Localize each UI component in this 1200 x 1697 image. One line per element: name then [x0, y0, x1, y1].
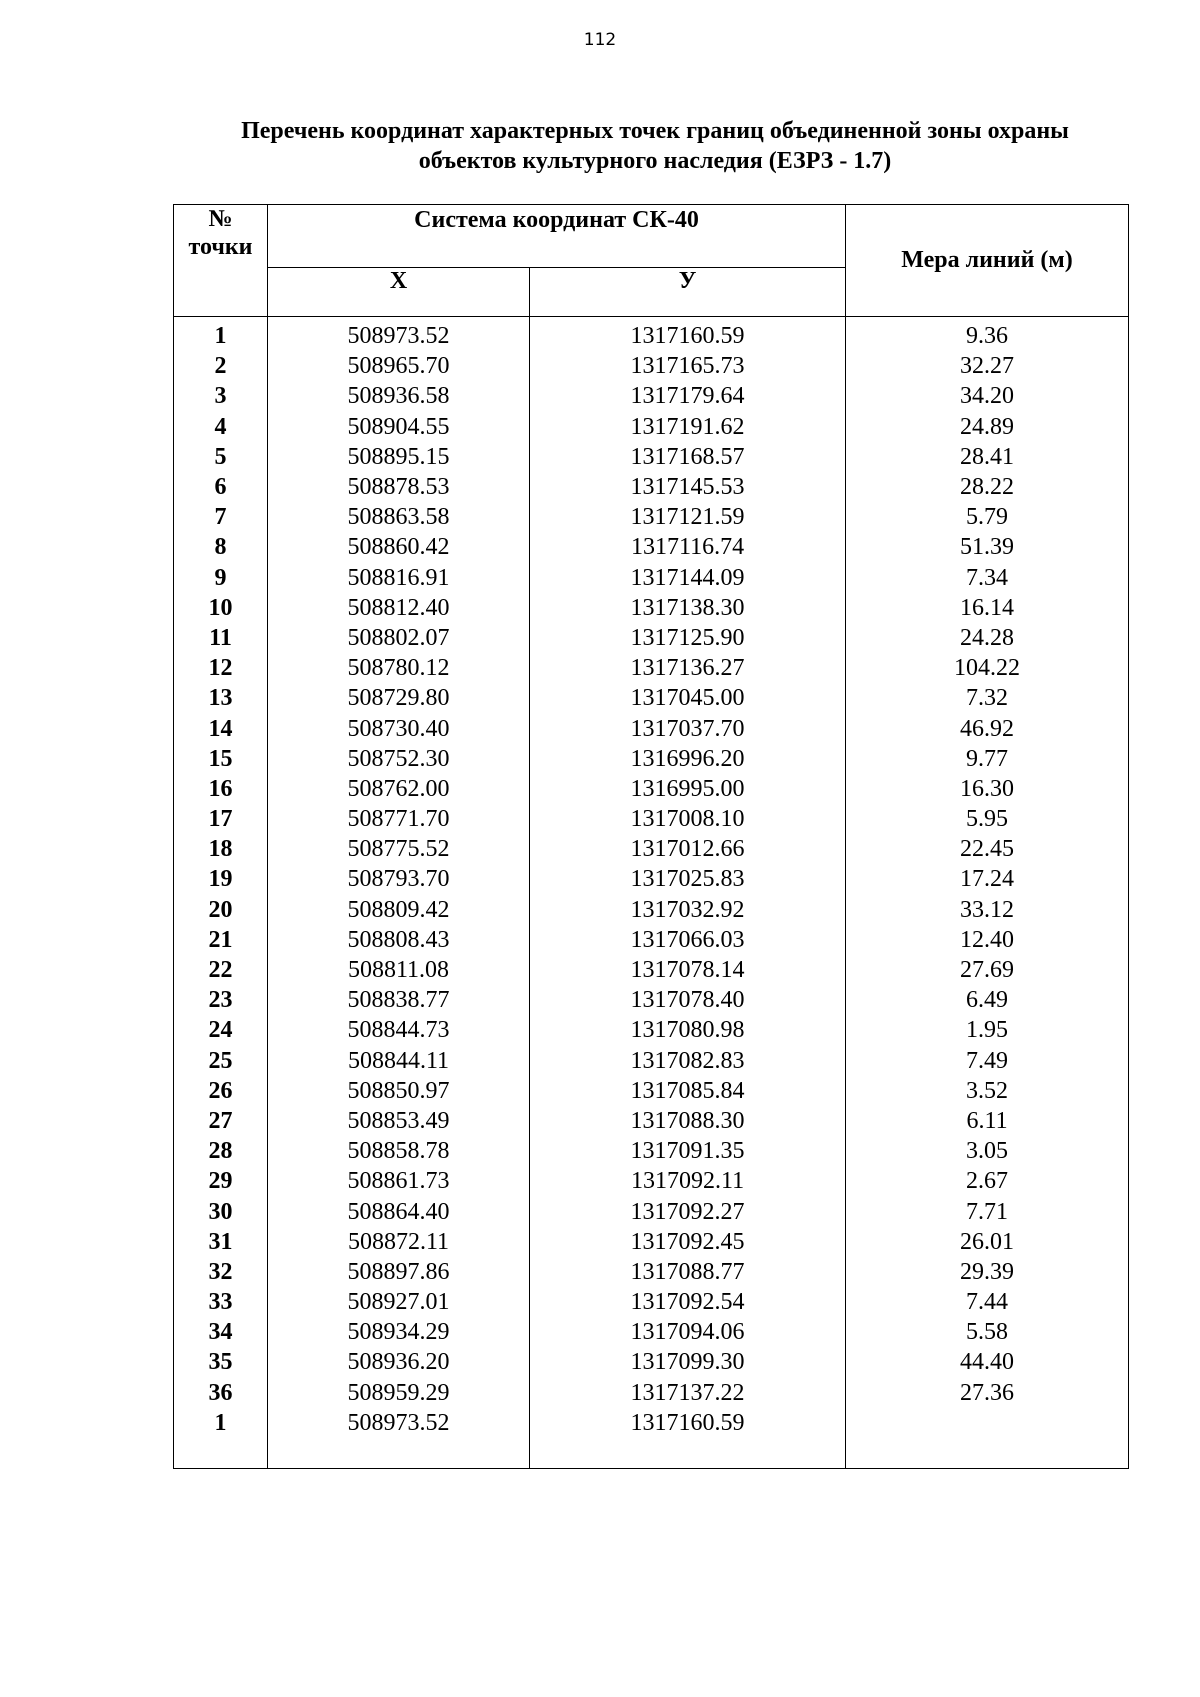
line-length-cell: 33.12	[846, 895, 1129, 925]
column-header-coordinate-system: Система координат СК-40	[268, 205, 846, 268]
y-coordinate-cell: 1317125.90	[530, 623, 846, 653]
x-coordinate-cell: 508860.42	[268, 532, 530, 562]
table-row	[174, 351, 1129, 381]
point-number-cell: 19	[174, 864, 268, 894]
y-coordinate-cell: 1317037.70	[530, 713, 846, 743]
point-number-cell: 1	[174, 317, 268, 352]
y-coordinate-cell: 1317091.35	[530, 1136, 846, 1166]
x-coordinate-cell: 508973.52	[268, 1408, 530, 1438]
line-length-cell: 24.28	[846, 623, 1129, 653]
point-number-cell: 24	[174, 1015, 268, 1045]
y-coordinate-cell: 1317137.22	[530, 1378, 846, 1408]
point-number-cell: 26	[174, 1076, 268, 1106]
line-length-cell: 29.39	[846, 1257, 1129, 1287]
x-coordinate-cell: 508973.52	[268, 317, 530, 352]
y-coordinate-cell: 1317179.64	[530, 381, 846, 411]
table-row	[174, 713, 1129, 743]
x-coordinate-cell: 508809.42	[268, 895, 530, 925]
y-coordinate-cell: 1317160.59	[530, 317, 846, 352]
x-coordinate-cell: 508793.70	[268, 864, 530, 894]
line-length-cell: 27.36	[846, 1378, 1129, 1408]
x-coordinate-cell: 508959.29	[268, 1378, 530, 1408]
column-header-x: Х	[268, 268, 530, 317]
x-coordinate-cell: 508762.00	[268, 774, 530, 804]
point-number-cell: 13	[174, 683, 268, 713]
table-row	[174, 563, 1129, 593]
table-row	[174, 412, 1129, 442]
y-coordinate-cell: 1316995.00	[530, 774, 846, 804]
y-coordinate-cell: 1317082.83	[530, 1046, 846, 1076]
line-length-cell: 27.69	[846, 955, 1129, 985]
title-line-2: объектов культурного наследия (ЕЗРЗ - 1.7)	[418, 148, 892, 174]
point-number-cell: 31	[174, 1227, 268, 1257]
point-number-cell: 22	[174, 955, 268, 985]
table-row	[174, 895, 1129, 925]
point-number-cell: 18	[174, 834, 268, 864]
y-coordinate-cell: 1317045.00	[530, 683, 846, 713]
point-number-cell: 17	[174, 804, 268, 834]
point-number-cell: 8	[174, 532, 268, 562]
line-length-cell: 9.36	[846, 317, 1129, 352]
document-title	[175, 116, 1135, 176]
table-bottom-spacer	[174, 1438, 1129, 1469]
x-coordinate-cell: 508872.11	[268, 1227, 530, 1257]
line-length-cell: 22.45	[846, 834, 1129, 864]
x-coordinate-cell: 508775.52	[268, 834, 530, 864]
table-row	[174, 381, 1129, 411]
y-coordinate-cell: 1317121.59	[530, 502, 846, 532]
line-length-cell: 5.79	[846, 502, 1129, 532]
line-length-cell: 26.01	[846, 1227, 1129, 1257]
y-coordinate-cell: 1317008.10	[530, 804, 846, 834]
y-coordinate-cell: 1317088.77	[530, 1257, 846, 1287]
table-row	[174, 593, 1129, 623]
x-coordinate-cell: 508936.58	[268, 381, 530, 411]
point-number-cell: 34	[174, 1317, 268, 1347]
line-length-cell: 6.49	[846, 985, 1129, 1015]
x-coordinate-cell: 508844.11	[268, 1046, 530, 1076]
y-coordinate-cell: 1317078.40	[530, 985, 846, 1015]
y-coordinate-cell: 1317092.11	[530, 1166, 846, 1196]
line-length-cell: 1.95	[846, 1015, 1129, 1045]
column-header-line-length: Мера линий (м)	[846, 205, 1129, 317]
column-header-y: У	[530, 268, 846, 317]
table-row	[174, 1166, 1129, 1196]
point-number-cell: 11	[174, 623, 268, 653]
point-number-cell: 1	[174, 1408, 268, 1438]
x-coordinate-cell: 508965.70	[268, 351, 530, 381]
line-length-cell: 3.05	[846, 1136, 1129, 1166]
y-coordinate-cell: 1317094.06	[530, 1317, 846, 1347]
line-length-cell: 104.22	[846, 653, 1129, 683]
x-coordinate-cell: 508934.29	[268, 1317, 530, 1347]
point-number-cell: 29	[174, 1166, 268, 1196]
y-coordinate-cell: 1317088.30	[530, 1106, 846, 1136]
y-coordinate-cell: 1317168.57	[530, 442, 846, 472]
x-coordinate-cell: 508808.43	[268, 925, 530, 955]
table-header	[174, 205, 1129, 317]
point-number-cell: 36	[174, 1378, 268, 1408]
table-row	[174, 1136, 1129, 1166]
table-row	[174, 502, 1129, 532]
point-number-cell: 20	[174, 895, 268, 925]
table-row	[174, 955, 1129, 985]
table-row	[174, 1196, 1129, 1226]
point-number-cell: 15	[174, 744, 268, 774]
table-row	[174, 834, 1129, 864]
y-coordinate-cell: 1317099.30	[530, 1347, 846, 1377]
line-length-cell: 5.58	[846, 1317, 1129, 1347]
line-length-cell: 24.89	[846, 412, 1129, 442]
line-length-cell: 7.34	[846, 563, 1129, 593]
point-number-cell: 7	[174, 502, 268, 532]
x-coordinate-cell: 508853.49	[268, 1106, 530, 1136]
point-number-cell: 33	[174, 1287, 268, 1317]
table-row	[174, 317, 1129, 352]
x-coordinate-cell: 508838.77	[268, 985, 530, 1015]
x-coordinate-cell: 508864.40	[268, 1196, 530, 1226]
table-row	[174, 1046, 1129, 1076]
x-coordinate-cell: 508936.20	[268, 1347, 530, 1377]
table-row	[174, 985, 1129, 1015]
line-length-cell: 32.27	[846, 351, 1129, 381]
x-coordinate-cell: 508771.70	[268, 804, 530, 834]
y-coordinate-cell: 1317012.66	[530, 834, 846, 864]
coordinates-table	[173, 204, 1129, 1469]
point-number-cell: 28	[174, 1136, 268, 1166]
empty-cell	[268, 1438, 530, 1469]
x-coordinate-cell: 508927.01	[268, 1287, 530, 1317]
x-coordinate-cell: 508895.15	[268, 442, 530, 472]
point-number-cell: 5	[174, 442, 268, 472]
x-coordinate-cell: 508816.91	[268, 563, 530, 593]
y-coordinate-cell: 1317136.27	[530, 653, 846, 683]
point-number-cell: 30	[174, 1196, 268, 1226]
line-length-cell: 17.24	[846, 864, 1129, 894]
table-row	[174, 925, 1129, 955]
table-row	[174, 1378, 1129, 1408]
line-length-cell: 7.71	[846, 1196, 1129, 1226]
table-row	[174, 472, 1129, 502]
y-coordinate-cell: 1317085.84	[530, 1076, 846, 1106]
point-number-cell: 6	[174, 472, 268, 502]
point-number-cell: 27	[174, 1106, 268, 1136]
point-number-cell: 16	[174, 774, 268, 804]
page-number: 112	[583, 30, 617, 50]
y-coordinate-cell: 1317145.53	[530, 472, 846, 502]
line-length-cell: 2.67	[846, 1166, 1129, 1196]
x-coordinate-cell: 508861.73	[268, 1166, 530, 1196]
table-row	[174, 744, 1129, 774]
empty-cell	[530, 1438, 846, 1469]
line-length-cell: 12.40	[846, 925, 1129, 955]
point-number-cell: 2	[174, 351, 268, 381]
x-coordinate-cell: 508850.97	[268, 1076, 530, 1106]
table-row	[174, 1317, 1129, 1347]
table-body	[174, 317, 1129, 1469]
y-coordinate-cell: 1317160.59	[530, 1408, 846, 1438]
x-coordinate-cell: 508752.30	[268, 744, 530, 774]
x-coordinate-cell: 508863.58	[268, 502, 530, 532]
line-length-cell: 3.52	[846, 1076, 1129, 1106]
point-number-cell: 3	[174, 381, 268, 411]
y-coordinate-cell: 1317191.62	[530, 412, 846, 442]
x-coordinate-cell: 508729.80	[268, 683, 530, 713]
y-coordinate-cell: 1317078.14	[530, 955, 846, 985]
point-number-cell: 21	[174, 925, 268, 955]
y-coordinate-cell: 1317066.03	[530, 925, 846, 955]
table-row	[174, 1347, 1129, 1377]
y-coordinate-cell: 1317032.92	[530, 895, 846, 925]
y-coordinate-cell: 1316996.20	[530, 744, 846, 774]
table-row	[174, 1408, 1129, 1438]
x-coordinate-cell: 508730.40	[268, 713, 530, 743]
x-coordinate-cell: 508811.08	[268, 955, 530, 985]
empty-cell	[846, 1438, 1129, 1469]
y-coordinate-cell: 1317138.30	[530, 593, 846, 623]
y-coordinate-cell: 1317165.73	[530, 351, 846, 381]
line-length-cell: 9.77	[846, 744, 1129, 774]
y-coordinate-cell: 1317092.27	[530, 1196, 846, 1226]
line-length-cell: 34.20	[846, 381, 1129, 411]
point-number-cell: 9	[174, 563, 268, 593]
table-row	[174, 1287, 1129, 1317]
line-length-cell: 28.41	[846, 442, 1129, 472]
table-row	[174, 532, 1129, 562]
line-length-cell: 16.14	[846, 593, 1129, 623]
line-length-cell: 7.32	[846, 683, 1129, 713]
table-row	[174, 623, 1129, 653]
y-coordinate-cell: 1317092.45	[530, 1227, 846, 1257]
column-header-point-number	[174, 205, 268, 317]
table-row	[174, 804, 1129, 834]
y-coordinate-cell: 1317092.54	[530, 1287, 846, 1317]
point-number-cell: 14	[174, 713, 268, 743]
table-row	[174, 1257, 1129, 1287]
point-number-cell: 35	[174, 1347, 268, 1377]
line-length-cell: 46.92	[846, 713, 1129, 743]
x-coordinate-cell: 508780.12	[268, 653, 530, 683]
table-row	[174, 683, 1129, 713]
line-length-cell: 16.30	[846, 774, 1129, 804]
line-length-cell: 6.11	[846, 1106, 1129, 1136]
table-row	[174, 1106, 1129, 1136]
table-row	[174, 1015, 1129, 1045]
empty-cell	[174, 1438, 268, 1469]
table-row	[174, 1076, 1129, 1106]
line-length-cell: 28.22	[846, 472, 1129, 502]
x-coordinate-cell: 508858.78	[268, 1136, 530, 1166]
point-number-cell: 12	[174, 653, 268, 683]
line-length-cell	[846, 1408, 1129, 1438]
y-coordinate-cell: 1317116.74	[530, 532, 846, 562]
x-coordinate-cell: 508897.86	[268, 1257, 530, 1287]
table-row	[174, 653, 1129, 683]
point-number-cell: 4	[174, 412, 268, 442]
x-coordinate-cell: 508878.53	[268, 472, 530, 502]
line-length-cell: 5.95	[846, 804, 1129, 834]
table-row	[174, 1227, 1129, 1257]
point-number-label: точки	[188, 234, 253, 260]
y-coordinate-cell: 1317080.98	[530, 1015, 846, 1045]
title-line-1: Перечень координат характерных точек границ объединенной зоны охраны	[241, 118, 1069, 144]
table-row	[174, 774, 1129, 804]
x-coordinate-cell: 508812.40	[268, 593, 530, 623]
x-coordinate-cell: 508904.55	[268, 412, 530, 442]
point-number-cell: 32	[174, 1257, 268, 1287]
point-number-symbol: №	[208, 206, 233, 232]
y-coordinate-cell: 1317144.09	[530, 563, 846, 593]
point-number-cell: 25	[174, 1046, 268, 1076]
y-coordinate-cell: 1317025.83	[530, 864, 846, 894]
line-length-cell: 7.44	[846, 1287, 1129, 1317]
x-coordinate-cell: 508802.07	[268, 623, 530, 653]
x-coordinate-cell: 508844.73	[268, 1015, 530, 1045]
table-row	[174, 442, 1129, 472]
line-length-cell: 7.49	[846, 1046, 1129, 1076]
line-length-cell: 44.40	[846, 1347, 1129, 1377]
point-number-cell: 10	[174, 593, 268, 623]
line-length-cell: 51.39	[846, 532, 1129, 562]
point-number-cell: 23	[174, 985, 268, 1015]
table-row	[174, 864, 1129, 894]
